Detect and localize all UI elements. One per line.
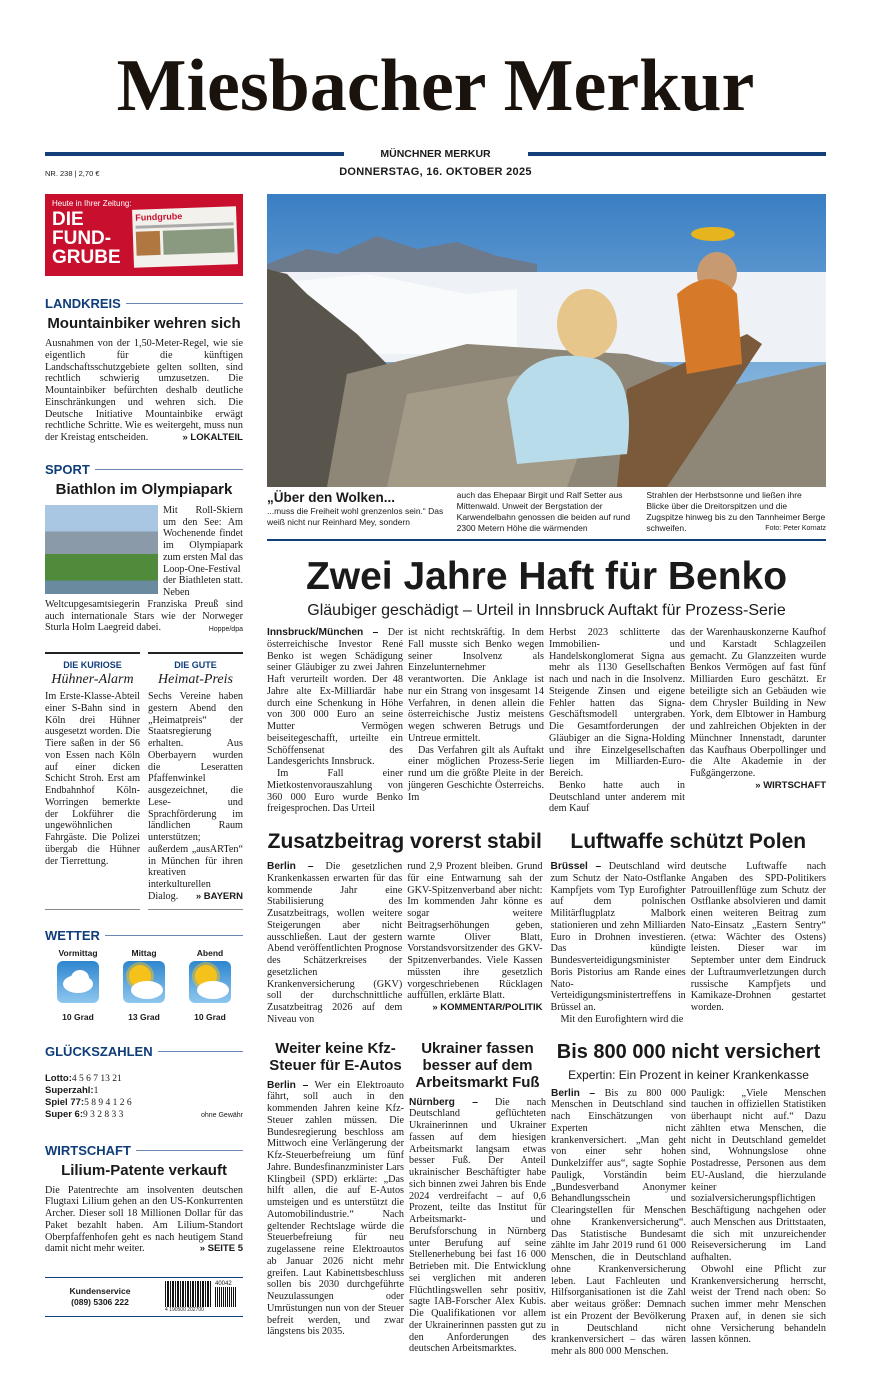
headline[interactable]: Weiter keine Kfz-Steuer für E-Autos bbox=[269, 1039, 402, 1074]
article-body bbox=[148, 691, 243, 903]
section-label: GLÜCKSZAHLEN bbox=[45, 1044, 243, 1059]
weather-label: Mittag bbox=[131, 947, 157, 958]
lotto-row: Spiel 77:5 8 9 4 1 2 6 bbox=[45, 1096, 132, 1108]
dateline: Berlin – bbox=[267, 1079, 309, 1091]
article-body bbox=[267, 861, 543, 1026]
article-column bbox=[691, 1088, 826, 1358]
article-column-wrap bbox=[407, 861, 542, 1026]
promo-line: FUND- bbox=[52, 228, 112, 249]
caption-text: ...muss die Freiheit wohl grenzenlos sein.“ Das weiß nicht nur Reinhard Mey, sondern bbox=[267, 506, 444, 527]
paragraph: Mit den Eurofightern wird die bbox=[560, 1013, 684, 1025]
paragraph: Berlin – Die gesetzlichen Krankenkassen erwarten für das kommende Jahr eine Stabilisierung des Zusatzbeitrags, wollen weitere Steigerungen aber nicht ausschließen. Laut der gestern Abend veröffentlichten Prognose des Schätzerkreises der gesetzlichen Krankenversicherung (GKV) soll der durchschnittliche Zusatzbeitrag 2026 auf dem Niveau von bbox=[267, 861, 403, 1025]
lotto-box bbox=[45, 1044, 243, 1121]
paragraph: Berlin – Bis zu 800 000 Menschen in Deutschland sind nach Einschätzungen von Experten nicht krankenversichert. „Man geht von einer sehr hohen Dunkelziffer aus“, sagte Sophie Pauligk, Vorständin beim „Bundesverband Anonymer Behandlungsschein und Clearingstellen für Menschen ohne Krankenversicherung“. Das Statistische Bundesamt zählte im Jahr 2019 rund 61 000 Menschen, die in Deutschland ohne Krankenversicherung leben. Laut Fachleuten und Hilfsorganisationen ist die Zahl aber weitaus größer: Demnach ist ein Prozent der Bevölkerung in Deutschland nicht krankenversichert – das wären mehr als 800 000 Menschen. bbox=[551, 1087, 686, 1357]
headline: Biathlon im Olympiapark bbox=[55, 480, 233, 498]
lotto-row: Superzahl:1 bbox=[45, 1084, 99, 1096]
headline: Lilium-Patente verkauft bbox=[61, 1161, 227, 1179]
paragraph: ist nicht rechtskräftig. In dem Fall musste sich Benko wegen seiner Insolvenz als Einzelunternehmer verantworten. Die Anklage ist nur ein Strang von insgesamt 14 Verfahren, in denen allein die österreichische Justiz meistens wegen schweren Betrugs und Untreue ermittelt. bbox=[408, 627, 544, 744]
weather-temp: 10 Grad bbox=[194, 1011, 226, 1022]
lead-subheadline: Gläubiger geschädigt – Urteil in Innsbruck Auftakt für Prozess-Serie bbox=[307, 602, 786, 619]
versichert-article bbox=[551, 1040, 826, 1358]
paragraph: deutsche Luftwaffe nach Angaben des SPD-Politikers Patrouillenflüge zum Schutz der Ostflanke absolvieren und damit einen weiteren Beitrag zum Nato-Einsatz „Eastern Sentry“ (etwa: Wächter des Ostens) leisten. Dieser war im September unter dem Eindruck der Luftraumverletzungen durch russische Kampfjets und Kamikaze-Drohnen gestartet worden. bbox=[690, 861, 826, 1013]
article-text: Wer ein Elektroauto fährt, soll auch in den kommenden Jahren keine Kfz-Steuer zahlen müssen. Die Bundesregierung beschloss am Mittwoch eine Verlängerung der Kfz-Steuerbefreiung um fünf Jahre. Bundesfinanzminister Lars Klingbeil (SPD) erklärte: „Das hilft allen, die auf E-Autos umsteigen und es unterstützt die Automobilindustrie.“ Nach geltender Rechtslage würde die Steuerbefreiung für neu zugelassene reine Elektroautos ab Januar 2026 nicht mehr greifen. Laut Kabinettsbeschluss sollen bis 2030 durchgeführte Neuzulassungen oder Umrüstungen nun von der Steuer befreit werden, und zwar längstens bis 2035. bbox=[267, 1079, 404, 1338]
masthead-title: Miesbacher Merkur bbox=[116, 45, 755, 127]
weather-vormittag bbox=[50, 948, 106, 1022]
lead-photo-mountains bbox=[267, 194, 826, 487]
date-row bbox=[45, 166, 826, 182]
headline: Heimat-Preis bbox=[158, 672, 233, 687]
article-text: Mit Roll-Skiern um den See: Am Wochenende findet im Olympiapark zum ersten Mal das Loop-One-Festival der Biathleten statt. Neben Weltcupgesamtsiegerin Franziska Preuß sind auch internationale Stars wie der Norweger Sturla Holm Laegreid dabei. bbox=[45, 504, 243, 634]
headline[interactable]: Zusatzbeitrag vorerst stabil bbox=[267, 830, 542, 853]
article-body bbox=[267, 1080, 404, 1339]
caption-text: auch das Ehepaar Birgit und Ralf Setter aus Mittenwald. Unweit der Bergstation der Karwendelbahn genossen die beiden auf rund 2300 Metern Höhe die wärmenden bbox=[456, 490, 631, 533]
subheadline: Expertin: Ein Prozent in keiner Krankenkasse bbox=[568, 1067, 809, 1082]
kuriose-gute-row bbox=[45, 652, 243, 910]
gute-article bbox=[148, 652, 243, 910]
article-body bbox=[551, 861, 827, 1026]
paragraph: Benko hatte auch in Deutschland unter anderem mit dem Kauf bbox=[549, 779, 685, 815]
paragraph: Innsbruck/München – Der österreichische Investor René Benko ist wegen Schädigung seiner Gläubiger zu zwei Jahren Haft verurteilt worden. Der 48 Jahre alte Ex-Milliardär habe durch eine Schenkung in Höhe von 300 000 Euro an seine Mutter Vermögen beiseitegeschafft, urteilte ein Schöffensenat des Landesgerichts Innsbruck. bbox=[267, 627, 403, 768]
addon-barcode bbox=[215, 1287, 237, 1307]
lotto-row: Lotto:4 5 6 7 13 21 bbox=[45, 1072, 122, 1084]
article-text: Die Patentrechte am insolventen deutschen Flugtaxi Lilium gehen an den US-Konkurrenten Archer. Dieser soll 18 Millionen Dollar für das Paket bezahlt haben. Am Lilium-Standort Oberpfaffenhofen geht es nach heutigem Stand damit nicht mehr weiter. bbox=[45, 1184, 243, 1255]
weather-items bbox=[45, 948, 243, 1022]
lead-headline[interactable]: Zwei Jahre Haft für Benko bbox=[305, 555, 788, 598]
weather-temp: 10 Grad bbox=[62, 1011, 94, 1022]
article-text: Ausnahmen von der 1,50-Meter-Regel, wie sie eigentlich für die künftigen Landschaftsschutzgebiete gelten sollten, sind rechtlich schwierig umzusetzen. Die Mountainbiker befürchten deshalb deutliche Einschränkungen und wehren sich. Die Deutsche Initiative Mountainbike erwägt rechtliche Schritte. Wie es weitergeht, muss nun der Kreistag entscheiden. bbox=[45, 338, 243, 443]
dateline: Nürnberg – bbox=[409, 1096, 478, 1108]
article-column bbox=[691, 861, 826, 1026]
headline: Hühner-Alarm bbox=[51, 672, 134, 687]
caption-text: Strahlen der Herbstsonne und ließen ihre Blicke über die Dreitorspitzen und die Zugspitze hinweg bis zu den Tannheimer Berge schweifen. bbox=[646, 490, 826, 533]
masthead-rule-right bbox=[528, 152, 827, 156]
masthead-sub: MÜNCHNER MERKUR bbox=[380, 148, 491, 160]
luftwaffe-article bbox=[551, 829, 827, 1026]
customer-service bbox=[45, 1286, 155, 1308]
promo-kicker: Heute in Ihrer Zeitung: bbox=[52, 199, 132, 208]
weather-label: Abend bbox=[196, 947, 224, 958]
paragraph: Herbst 2023 schlitterte das Immobilien- und Handelskonglomerat Signa aus mehr als 1130 Gesellschaften nach und nach in die Insolvenz. Steigende Zinsen und eigene Fehler hatten das Signa-Geschäftsmodell untergraben. Die Gesamtforderungen der Gläubiger an die Signa-Holding und ihre Einzelgesellschaften liegen im Milliarden-Euro-Bereich. bbox=[549, 627, 685, 779]
page-ref-link[interactable]: » KOMMENTAR/POLITIK bbox=[432, 1002, 543, 1013]
page-ref-link[interactable]: » SEITE 5 bbox=[199, 1243, 243, 1255]
weather-abend bbox=[182, 948, 238, 1022]
olympiapark-photo bbox=[45, 505, 158, 594]
section-label: WETTER bbox=[45, 928, 243, 943]
article-body bbox=[45, 338, 243, 444]
article-text: Sechs Vereine haben gestern Abend den „Heimatpreis“ der Staatsregierung erhalten. Aus Oberbayern wurden die Leseratten Pfaffenwinkel ausgezeichnet, die Lese- und Sprachförderung im ländlichen Raum unterstützen; außerdem „ausARTen“ in München für ihren kreativen interkulturellen Dialog. bbox=[148, 691, 243, 902]
issue-info: NR. 238 | 2,70 € bbox=[45, 169, 100, 178]
lotto-disclaimer: ohne Gewähr bbox=[200, 1111, 243, 1119]
second-row bbox=[267, 829, 826, 1026]
service-label: Kundenservice bbox=[69, 1286, 131, 1296]
price: 2,70 € bbox=[78, 169, 100, 178]
article-text: Die nach Deutschland geflüchteten Ukrainerinnen und Ukrainer fassen auf dem hiesigen Arbeitsmarkt langsam etwas besser Fuß. Der Anteil ukrainischer Beschäftigter habe sich binnen zwei Jahren bis Ende 2024 verdreifacht – auf 0,6 Prozent, teilte das Institut für Arbeitsmarkt- und Berufsforschung in Nürnberg unter Berufung auf seine Stellenerhebung bei fast 16 000 Betrieben mit. Die Entwicklung sei verglichen mit anderen Flüchtlingswellen sehr positiv, sagte IAB-Forscher Alex Kubis. Die Qualifikationen vor allem der Ukrainerinnen passten gut zu den Anforderungen des deutschen Arbeitsmarktes. bbox=[409, 1096, 547, 1355]
section-label: DIE GUTE bbox=[174, 660, 217, 670]
headline[interactable]: Bis 800 000 nicht versichert bbox=[556, 1040, 821, 1063]
article-column bbox=[407, 861, 542, 1002]
promo-line: GRUBE bbox=[52, 247, 121, 268]
dateline: Innsbruck/München – bbox=[267, 627, 388, 638]
kuriose-article bbox=[45, 652, 140, 910]
article-column bbox=[551, 1088, 686, 1358]
article-column bbox=[690, 627, 826, 780]
kfz-article bbox=[267, 1040, 404, 1358]
dateline: Brüssel – bbox=[550, 861, 609, 872]
headline[interactable]: Luftwaffe schützt Polen bbox=[570, 830, 807, 853]
sun-cloud-icon bbox=[189, 961, 231, 1003]
masthead-rule-row bbox=[45, 148, 826, 160]
sport-article bbox=[45, 462, 243, 636]
page-body bbox=[0, 182, 871, 1378]
photo-credit: Hoppe/dpa bbox=[208, 626, 243, 634]
bottom-row bbox=[267, 1040, 826, 1358]
headline: Mountainbiker wehren sich bbox=[47, 315, 241, 332]
dateline: Berlin – bbox=[551, 1087, 605, 1099]
issue-date: DONNERSTAG, 16. OKTOBER 2025 bbox=[339, 166, 532, 178]
page-ref-link[interactable]: » BAYERN bbox=[195, 890, 243, 902]
lead-article-body bbox=[267, 627, 826, 815]
dateline: Berlin – bbox=[267, 861, 326, 872]
ukraine-article bbox=[409, 1040, 546, 1358]
barcode-addon-number: 40042 bbox=[215, 1281, 232, 1287]
paragraph: der Warenhauskonzerne Kaufhof und Karstadt Schlagzeilen gemacht. Zu Glanzzeiten wurde Benkos Vermögen auf fast fünf Milliarden Euro geschätzt. Er beteiligte sich an Gebäuden wie dem Chrysler Building in New York, dem Elbtower in Hamburg und zahlreichen Objekten in der Münchner Innenstadt, darunter das Kaufhaus Oberpollinger und die Alte Akademie in der Fußgängerzone. bbox=[690, 627, 826, 779]
paragraph: Das Verfahren gilt als Auftakt einer möglichen Prozess-Serie rund um die größte Pleite in der jüngeren Geschichte Österreichs. Im bbox=[408, 744, 544, 803]
article-column bbox=[267, 627, 403, 815]
section-label: DIE KURIOSE bbox=[63, 660, 122, 670]
paragraph: Brüssel – Deutschland wird zum Schutz der Nato-Ostflanke Kampfjets vom Typ Eurofighter auf dem polnischen Militärflugplatz Malbork stationieren und zehn Milliarden Euro in Drohnen investieren. Das kündigte Bundesverteidigungsminister Boris Pistorius am Rande eines Nato-Verteidigungsministertreffens in Brüssel an. bbox=[550, 861, 686, 1013]
paragraph: Obwohl eine Pflicht zur Krankenversicherung herrscht, weist der Trend nach oben: So suchen immer mehr Menschen Praxen auf, in denen sie sich ohne Versicherung behandeln lassen können. bbox=[691, 1263, 826, 1346]
article-body bbox=[551, 1088, 826, 1358]
photo-credit: Foto: Peter Kornatz bbox=[765, 525, 826, 532]
section-rule bbox=[267, 539, 826, 541]
phone-number: (089) 5306 222 bbox=[71, 1297, 129, 1307]
barcode-block bbox=[165, 1281, 237, 1313]
caption-column bbox=[267, 490, 447, 534]
weather-box bbox=[45, 928, 243, 1022]
article-column-wrap bbox=[690, 627, 826, 815]
headline[interactable]: Ukrainer fassen besser auf dem Arbeitsmarkt Fuß bbox=[415, 1039, 540, 1091]
promo-paper-title: Fundgrube bbox=[135, 211, 183, 223]
promo-newspaper-image bbox=[132, 206, 238, 268]
paragraph: Im Fall einer Mietkostenvorauszahlung von 360 000 Euro wurde Benko freigesprochen. Das Urteil bbox=[267, 768, 403, 815]
article-column bbox=[408, 627, 544, 815]
lotto-numbers bbox=[45, 1073, 243, 1121]
caption-column bbox=[646, 490, 826, 534]
fundgrube-promo[interactable] bbox=[45, 194, 243, 276]
sun-cloud-icon bbox=[123, 961, 165, 1003]
weather-temp: 13 Grad bbox=[128, 1011, 160, 1022]
section-label: WIRTSCHAFT bbox=[45, 1143, 243, 1158]
zusatz-article bbox=[267, 829, 543, 1026]
section-label: LANDKREIS bbox=[45, 296, 243, 311]
landkreis-article bbox=[45, 296, 243, 444]
weather-label: Vormittag bbox=[58, 947, 98, 958]
photo-caption bbox=[267, 490, 826, 534]
page-ref-link[interactable]: » WIRTSCHAFT bbox=[755, 779, 826, 791]
main-column bbox=[267, 194, 826, 1358]
article-column bbox=[551, 861, 686, 1026]
article-body bbox=[45, 1185, 243, 1256]
article-column bbox=[267, 861, 402, 1026]
lotto-row: Super 6:9 3 2 8 3 3 bbox=[45, 1108, 124, 1120]
article-column bbox=[549, 627, 685, 815]
masthead bbox=[0, 0, 871, 182]
wirtschaft-article bbox=[45, 1143, 243, 1256]
footer-box bbox=[45, 1277, 243, 1317]
masthead-rule-left bbox=[45, 152, 344, 156]
left-sidebar bbox=[45, 194, 243, 1317]
barcode bbox=[165, 1281, 211, 1307]
article-body: Im Erste-Klasse-Abteil einer S-Bahn sind in Köln drei Hühner ausgesetzt worden. Die Tiere saßen in der S6 von Essen nach Köln auf einer dicken Schicht Stroh. Erst am Endbahnhof Köln-Worringen bemerkte der Lokführer die ungewöhnlichen Fahrgäste. Die Polizei übergab die Hühner der Tierrettung. bbox=[45, 691, 140, 867]
caption-title: „Über den Wolken... bbox=[267, 490, 396, 505]
paragraph: Pauligk: „Viele Menschen tauchen in offiziellen Statistiken überhaupt nicht auf.“ Dazu zählten etwa Menschen, die nicht in Deutschland gemeldet sind, Wohnungslose ohne Postadresse, Personen aus dem EU-Ausland, die hierzulande keiner sozialversicherungspflichtigen Beschäftigung nachgehen oder auch Menschen aus Drittstaaten, die sich mit unzureichender Reiseversicherung im Land aufhalten. bbox=[691, 1087, 826, 1263]
promo-line: DIE bbox=[52, 209, 84, 230]
section-label: SPORT bbox=[45, 462, 243, 477]
cloud-icon bbox=[57, 961, 99, 1003]
article-body bbox=[409, 1097, 546, 1356]
weather-mittag bbox=[116, 948, 172, 1022]
paragraph: rund 2,9 Prozent bleiben. Grund für eine Entwarnung sah der GKV-Spitzenverband aber nicht: Im kommenden Jahr könne es sogar weitere Beitragserhöhungen geben, warnte Oliver Blatt, Vorstandsvorsitzender des GKV-Spitzenverbandes. Viele Kassen müssten ihre gesetzlich vorgeschriebenen Rücklagen auffüllen, erklärte Blatt. bbox=[407, 861, 543, 1002]
barcode-number: 4 190500 202700 bbox=[165, 1307, 204, 1313]
issue-number: NR. 238 bbox=[45, 169, 73, 178]
page-ref-link[interactable]: » LOKALTEIL bbox=[182, 432, 243, 443]
